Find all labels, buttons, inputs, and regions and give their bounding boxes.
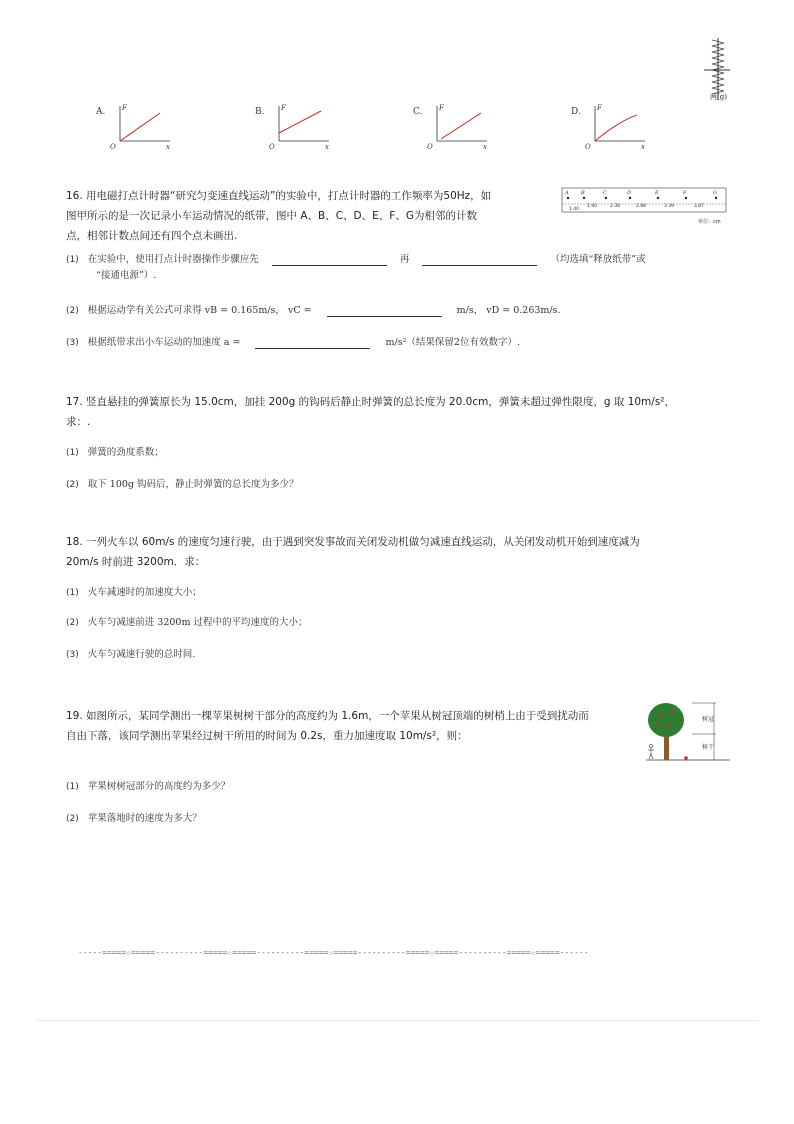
q16-sub2-text: 根据运动学有关公式可求得 vB = 0.165m/s， vC = — [87, 305, 312, 316]
x-axis-label: x — [483, 143, 487, 151]
option-letter: C. — [413, 107, 423, 117]
origin-label: O — [110, 143, 116, 151]
q17-sub2-text: 取下 100g 钩码后，静止时弹簧的总长度为多少？ — [87, 479, 299, 490]
tape-distance-label: 3.39 — [664, 204, 675, 209]
sub-number: (3) — [66, 650, 79, 660]
q17-stem-line: 求：. — [66, 416, 91, 428]
q19-sub2-text: 苹果落地时的速度为多大？ — [87, 813, 202, 824]
tape-point-label: E — [655, 190, 659, 196]
tape-distance-label: 3.87 — [694, 204, 705, 209]
tape-distance-label: 1.40 — [569, 207, 580, 212]
q18-sub1 — [66, 584, 202, 598]
tape-distance-label: 1.90 — [587, 204, 598, 209]
q16-sub2-text: m/s， vD = 0.263m/s. — [456, 305, 561, 316]
tape-point-label: B — [581, 190, 585, 196]
q16-sub3-text: m/s²（结果保留2位有效数字）. — [385, 337, 520, 348]
q16-sub1-text: 再 — [399, 254, 410, 265]
sub-number: (1) — [66, 448, 79, 458]
x-axis-label: x — [325, 143, 329, 151]
tape-point-label: D — [627, 190, 632, 196]
y-axis-label: F — [281, 104, 286, 112]
tape-unit-label: 单位：cm — [698, 219, 721, 225]
trunk-label: 树干 — [702, 744, 715, 751]
q18-sub3-text: 火车匀减速行驶的总时间. — [87, 649, 196, 660]
q16-sub3 — [66, 334, 746, 349]
graph-curve-saturating — [585, 103, 655, 151]
q19-sub1 — [66, 778, 230, 792]
scale-label: 两(g) — [710, 93, 727, 101]
q18-sub1-text: 火车减速时的加速度大小； — [87, 587, 202, 598]
origin-label: O — [269, 143, 275, 151]
q17-stem — [66, 392, 746, 432]
ticker-tape-drawing — [560, 186, 728, 228]
q17-stem-line: 17. 竖直悬挂的弹簧原长为 15.0cm，加挂 200g 的钩码后静止时弹簧的总长度为 20.0cm，弹簧未超过弹性限度，g 取 10m/s²， — [66, 396, 675, 408]
apple-tree-figure — [644, 698, 732, 764]
spring-scale-figure — [700, 36, 740, 106]
sub-number: (1) — [66, 782, 79, 792]
q17-sub2 — [66, 476, 299, 490]
q16-sub1-text: 在实验中，使用打点计时器操作步骤应先 — [87, 254, 259, 265]
graph-linear-through-origin — [110, 103, 180, 151]
origin-label: O — [427, 143, 433, 151]
sub-number: (3) — [66, 338, 79, 348]
q18-sub2 — [66, 614, 308, 628]
q16-blank-vc[interactable] — [327, 304, 442, 317]
option-letter: B. — [255, 107, 265, 117]
option-d[interactable] — [571, 103, 661, 153]
q18-stem-line: 18. 一列火车以 60m/s 的速度匀速行驶，由于遇到突发事故而关闭发动机做匀减速直线运动，从关闭发动机开始到速度减为 — [66, 536, 640, 548]
y-axis-label: F — [597, 104, 602, 112]
sub-number: (2) — [66, 618, 79, 628]
apple-tree-drawing — [644, 698, 732, 764]
sub-number: (2) — [66, 814, 79, 824]
page-bottom-rule — [36, 1020, 758, 1021]
q16-sub1 — [66, 252, 746, 284]
x-axis-label: x — [166, 143, 170, 151]
tape-point-label: F — [683, 190, 687, 196]
q19-sub2 — [66, 810, 202, 824]
q16-blank-step2[interactable] — [422, 253, 537, 266]
q16-blank-step1[interactable] — [272, 253, 387, 266]
q19-stem — [66, 706, 641, 746]
tape-distance-label: 2.88 — [636, 204, 647, 209]
q18-stem-line: 20m/s 时前进 3200m．求： — [66, 556, 206, 568]
q16-sub1-text: （均选填“释放纸带”或 — [550, 254, 646, 265]
q19-stem-line: 自由下落，该同学测出苹果经过树干所用的时间为 0.2s，重力加速度取 10m/s²，则： — [66, 730, 468, 742]
crown-label: 树冠 — [702, 716, 715, 723]
q17-sub1-text: 弹簧的劲度系数； — [87, 447, 164, 458]
option-c[interactable] — [413, 103, 503, 153]
y-axis-label: F — [122, 104, 127, 112]
sub-number: (1) — [66, 255, 79, 265]
x-axis-label: x — [641, 143, 645, 151]
q16-sub1-text: “接通电源”）. — [96, 270, 157, 281]
q19-stem-line: 19. 如图所示，某同学测出一棵苹果树树干部分的高度约为 1.6m，一个苹果从树冠顶端的树梢上由于受到扰动而 — [66, 710, 589, 722]
tape-point-label: G — [713, 190, 717, 196]
footer-divider: -----=====☆=====----------=====☆=====----------=====☆=====----------=====☆=====----------=====☆=====------ — [78, 948, 589, 957]
q16-stem-line: 图甲所示的是一次记录小车运动情况的纸带，图中 A、B、C、D、E、F、G为相邻的计数 — [66, 210, 477, 222]
q16-stem-line: 16. 用电磁打点计时器“研究匀变速直线运动”的实验中，打点计时器的工作频率为50Hz，如 — [66, 190, 492, 202]
q16-sub3-text: 根据纸带求出小车运动的加速度 a = — [87, 337, 241, 348]
sub-number: (2) — [66, 306, 79, 316]
q18-sub2-text: 火车匀减速前进 3200m 过程中的平均速度的大小； — [87, 617, 308, 628]
option-a[interactable] — [96, 103, 186, 153]
q16-stem — [66, 186, 546, 246]
option-b[interactable] — [255, 103, 345, 153]
q16-blank-a[interactable] — [255, 336, 370, 349]
q16-sub2 — [66, 302, 746, 317]
option-letter: A. — [96, 107, 106, 117]
sub-number: (1) — [66, 588, 79, 598]
ticker-tape-figure — [560, 186, 728, 228]
tape-point-label: C — [603, 190, 607, 196]
graph-linear-with-offset — [269, 103, 339, 151]
q18-sub3 — [66, 646, 195, 660]
tape-distance-label: 2.38 — [610, 204, 621, 209]
q17-sub1 — [66, 444, 164, 458]
q18-stem — [66, 532, 746, 572]
origin-label: O — [585, 143, 591, 151]
sub-number: (2) — [66, 480, 79, 490]
graph-linear-x-intercept — [427, 103, 497, 151]
y-axis-label: F — [439, 104, 444, 112]
tape-point-label: A — [565, 190, 569, 196]
q19-sub1-text: 苹果树树冠部分的高度约为多少？ — [87, 781, 231, 792]
q16-stem-line: 点，相邻计数点间还有四个点未画出. — [66, 230, 238, 242]
option-letter: D. — [571, 107, 581, 117]
